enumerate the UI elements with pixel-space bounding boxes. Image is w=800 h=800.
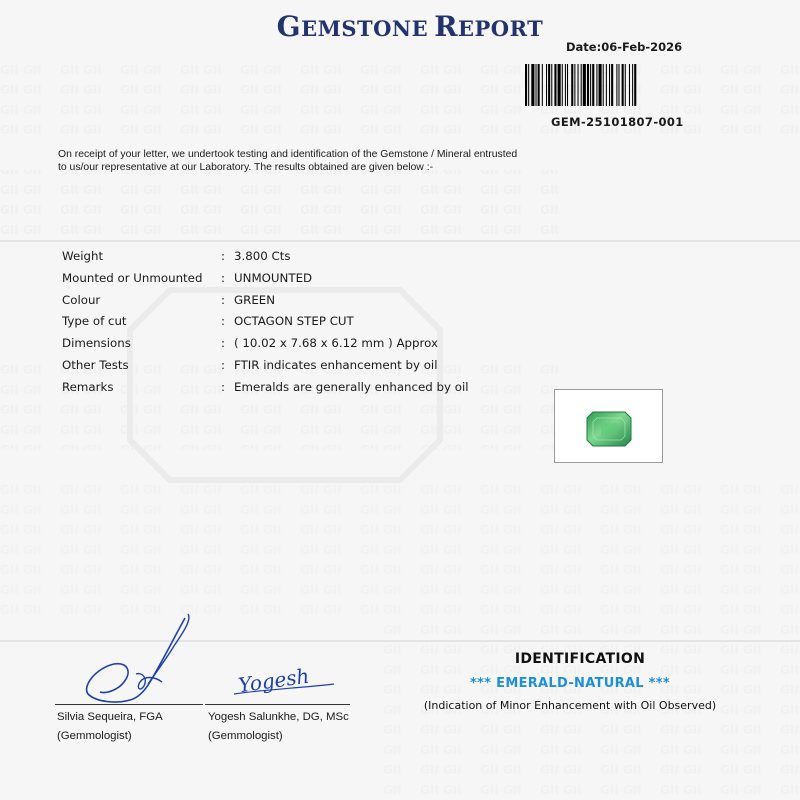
spec-separator: :: [221, 249, 225, 263]
signatory-role-yogesh: (Gemmologist): [208, 730, 283, 742]
identification-note: (Indication of Minor Enhancement with Oil Observed): [423, 699, 717, 712]
emerald-gem-image: [555, 390, 662, 462]
report-title: [0, 10, 800, 43]
spec-separator: :: [221, 292, 225, 307]
signature-line-silvia: [55, 704, 203, 705]
signature-silvia: [78, 612, 203, 708]
spec-label: Weight: [62, 249, 104, 263]
spec-separator: :: [221, 336, 225, 351]
spec-value: UNMOUNTED: [234, 270, 313, 285]
spec-label: Mounted or Unmounted: [62, 270, 203, 285]
spec-value: 3.800 Cts: [234, 249, 291, 263]
signatory-name-yogesh: Yogesh Salunkhe, DG, MSc: [208, 711, 349, 723]
spec-label: Remarks: [62, 379, 114, 394]
report-date: Date:06-Feb-2026: [566, 40, 683, 54]
signatory-role-silvia: (Gemmologist): [57, 730, 132, 742]
title-word-emstone: EMSTONE: [301, 16, 429, 41]
spec-value: FTIR indicates enhancement by oil: [234, 357, 438, 372]
spec-separator: :: [221, 314, 225, 329]
signatory-name-silvia: Silvia Sequeira, FGA: [57, 711, 163, 723]
spec-label: Dimensions: [62, 336, 131, 351]
title-word-eport: EPORT: [458, 16, 544, 41]
fold-line-top: [0, 240, 800, 242]
title-letter-g: G: [276, 10, 302, 43]
spec-value: Emeralds are generally enhanced by oil: [234, 379, 469, 394]
report-number: GEM-25101807-001: [551, 115, 684, 129]
gemstone-photo: [554, 389, 663, 463]
spec-label: Other Tests: [62, 357, 129, 372]
barcode-icon: [525, 64, 721, 106]
svg-text:Yogesh: Yogesh: [236, 663, 311, 698]
spec-separator: :: [221, 270, 225, 285]
spec-separator: :: [221, 357, 225, 372]
title-letter-r: R: [434, 10, 458, 43]
intro-paragraph: On receipt of your letter, we undertook testing and identification of the Gemstone / Mineral entrusted to us/our representative at our Laboratory. The results obtained are given below :-: [58, 149, 518, 173]
identification-heading: IDENTIFICATION: [514, 651, 646, 667]
identification-result: *** EMERALD-NATURAL ***: [470, 676, 670, 691]
spec-label: Colour: [62, 292, 101, 307]
signature-yogesh: [230, 660, 340, 700]
spec-value: OCTAGON STEP CUT: [234, 314, 354, 329]
spec-value: GREEN: [234, 292, 276, 307]
spec-value: ( 10.02 x 7.68 x 6.12 mm ) Approx: [234, 336, 438, 351]
signature-line-yogesh: [205, 704, 350, 705]
spec-separator: :: [221, 379, 225, 394]
spec-label: Type of cut: [62, 314, 127, 329]
